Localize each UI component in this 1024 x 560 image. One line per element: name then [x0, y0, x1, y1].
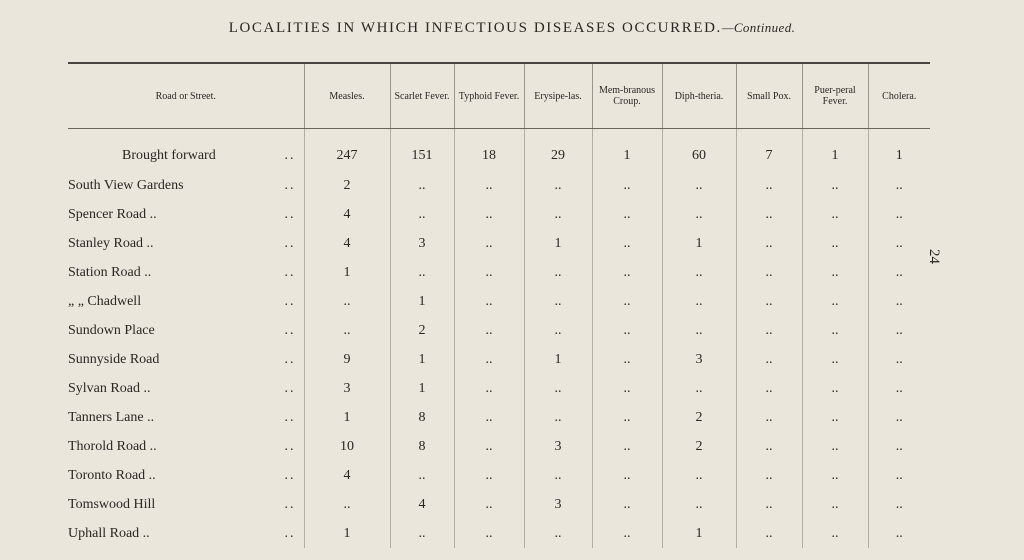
cell-puerperal-fever: .. [802, 258, 868, 287]
street-cell [68, 229, 304, 258]
cell-diphtheria: .. [662, 490, 736, 519]
cell-diphtheria: 1 [662, 229, 736, 258]
cell-typhoid-fever: .. [454, 316, 524, 345]
cell-small-pox: .. [736, 200, 802, 229]
cell-scarlet-fever: .. [390, 200, 454, 229]
cell-measles: 4 [304, 200, 390, 229]
cell-scarlet-fever: 1 [390, 287, 454, 316]
cell-scarlet-fever: .. [390, 171, 454, 200]
cell-measles: .. [304, 316, 390, 345]
table-row [68, 287, 930, 316]
street-cell [68, 129, 304, 172]
street-name: Sylvan Road .. [68, 380, 151, 396]
cell-typhoid-fever: .. [454, 287, 524, 316]
cell-measles: 1 [304, 403, 390, 432]
cell-membranous-croup: .. [592, 287, 662, 316]
cell-small-pox: .. [736, 287, 802, 316]
leader-dots: .. [284, 293, 296, 309]
street-name: Thorold Road .. [68, 438, 157, 454]
street-name: Uphall Road .. [68, 525, 150, 541]
table-row [68, 171, 930, 200]
leader-dots: .. [284, 206, 296, 222]
cell-small-pox: .. [736, 519, 802, 548]
leader-dots: .. [284, 351, 296, 367]
cell-small-pox: .. [736, 461, 802, 490]
cell-cholera: .. [868, 490, 930, 519]
table-row [68, 374, 930, 403]
cell-measles: .. [304, 287, 390, 316]
street-name: „ „ Chadwell [68, 293, 142, 309]
cell-erysipelas: .. [524, 287, 592, 316]
cell-diphtheria: .. [662, 461, 736, 490]
diseases-table [68, 62, 930, 548]
cell-scarlet-fever: 1 [390, 374, 454, 403]
leader-dots: .. [284, 177, 296, 193]
cell-measles: 1 [304, 258, 390, 287]
cell-small-pox: .. [736, 316, 802, 345]
street-name: Toronto Road .. [68, 467, 156, 483]
cell-puerperal-fever: .. [802, 171, 868, 200]
cell-small-pox: .. [736, 374, 802, 403]
cell-erysipelas: .. [524, 403, 592, 432]
header-cholera: Cholera. [868, 63, 930, 129]
cell-diphtheria: 2 [662, 403, 736, 432]
cell-membranous-croup: .. [592, 374, 662, 403]
header-typhoid-fever: Typhoid Fever. [454, 63, 524, 129]
cell-membranous-croup: .. [592, 345, 662, 374]
cell-small-pox: .. [736, 345, 802, 374]
cell-erysipelas: .. [524, 171, 592, 200]
cell-cholera: .. [868, 200, 930, 229]
leader-dots: .. [284, 496, 296, 512]
street-cell [68, 374, 304, 403]
table-row [68, 200, 930, 229]
cell-diphtheria: .. [662, 200, 736, 229]
street-cell [68, 461, 304, 490]
cell-cholera: .. [868, 519, 930, 548]
cell-membranous-croup: .. [592, 316, 662, 345]
cell-puerperal-fever: .. [802, 229, 868, 258]
cell-erysipelas: .. [524, 374, 592, 403]
street-name: Station Road .. [68, 264, 152, 280]
cell-puerperal-fever: .. [802, 200, 868, 229]
cell-diphtheria: .. [662, 287, 736, 316]
cell-typhoid-fever: .. [454, 432, 524, 461]
table-row [68, 490, 930, 519]
cell-measles: 3 [304, 374, 390, 403]
leader-dots: .. [284, 525, 296, 541]
cell-puerperal-fever: .. [802, 403, 868, 432]
cell-cholera: 1 [868, 129, 930, 172]
table-row [68, 519, 930, 548]
cell-membranous-croup: .. [592, 461, 662, 490]
cell-diphtheria: 2 [662, 432, 736, 461]
street-name: Tomswood Hill [68, 496, 156, 512]
page-title [0, 20, 1024, 37]
cell-scarlet-fever: 8 [390, 432, 454, 461]
cell-diphtheria: .. [662, 316, 736, 345]
cell-erysipelas: .. [524, 519, 592, 548]
cell-scarlet-fever: 1 [390, 345, 454, 374]
cell-measles: 4 [304, 461, 390, 490]
cell-small-pox: .. [736, 171, 802, 200]
cell-typhoid-fever: .. [454, 374, 524, 403]
cell-cholera: .. [868, 316, 930, 345]
cell-scarlet-fever: .. [390, 461, 454, 490]
street-cell [68, 200, 304, 229]
header-small-pox: Small Pox. [736, 63, 802, 129]
header-measles: Measles. [304, 63, 390, 129]
cell-diphtheria: .. [662, 374, 736, 403]
street-cell [68, 490, 304, 519]
street-name: Sunnyside Road [68, 351, 160, 367]
title-continued: —Continued. [721, 20, 796, 35]
leader-dots: .. [284, 467, 296, 483]
street-cell [68, 287, 304, 316]
cell-typhoid-fever: .. [454, 345, 524, 374]
cell-puerperal-fever: .. [802, 490, 868, 519]
street-cell [68, 519, 304, 548]
cell-diphtheria: 60 [662, 129, 736, 172]
leader-dots: .. [284, 438, 296, 454]
cell-typhoid-fever: .. [454, 403, 524, 432]
cell-membranous-croup: .. [592, 200, 662, 229]
cell-cholera: .. [868, 171, 930, 200]
cell-scarlet-fever: 151 [390, 129, 454, 172]
leader-dots: .. [284, 148, 296, 163]
cell-scarlet-fever: 4 [390, 490, 454, 519]
leader-dots: .. [284, 264, 296, 280]
cell-membranous-croup: .. [592, 432, 662, 461]
cell-typhoid-fever: .. [454, 171, 524, 200]
cell-small-pox: .. [736, 229, 802, 258]
cell-erysipelas: 1 [524, 345, 592, 374]
street-cell [68, 432, 304, 461]
cell-measles: 2 [304, 171, 390, 200]
cell-cholera: .. [868, 229, 930, 258]
cell-puerperal-fever: .. [802, 461, 868, 490]
cell-measles: 10 [304, 432, 390, 461]
cell-puerperal-fever: .. [802, 519, 868, 548]
cell-scarlet-fever: 2 [390, 316, 454, 345]
header-erysipelas: Erysipe-las. [524, 63, 592, 129]
cell-cholera: .. [868, 432, 930, 461]
cell-diphtheria: .. [662, 258, 736, 287]
street-name: Spencer Road .. [68, 206, 157, 222]
cell-measles: .. [304, 490, 390, 519]
table-row [68, 258, 930, 287]
table-row [68, 345, 930, 374]
cell-scarlet-fever: .. [390, 258, 454, 287]
header-road: Road or Street. [68, 63, 304, 129]
cell-erysipelas: .. [524, 461, 592, 490]
cell-cholera: .. [868, 287, 930, 316]
cell-membranous-croup: .. [592, 171, 662, 200]
cell-cholera: .. [868, 258, 930, 287]
header-membranous-croup: Mem-branous Croup. [592, 63, 662, 129]
cell-typhoid-fever: .. [454, 461, 524, 490]
street-name: South View Gardens [68, 177, 184, 193]
cell-membranous-croup: .. [592, 519, 662, 548]
cell-small-pox: .. [736, 258, 802, 287]
title-text: LOCALITIES IN WHICH INFECTIOUS DISEASES OCCURRED. [228, 20, 722, 36]
table-row [68, 432, 930, 461]
cell-puerperal-fever: .. [802, 287, 868, 316]
cell-small-pox: 7 [736, 129, 802, 172]
cell-scarlet-fever: 3 [390, 229, 454, 258]
cell-measles: 1 [304, 519, 390, 548]
header-scarlet-fever: Scarlet Fever. [390, 63, 454, 129]
table-row [68, 403, 930, 432]
page-number: 24 [926, 249, 942, 264]
cell-membranous-croup: .. [592, 490, 662, 519]
street-name: Tanners Lane .. [68, 409, 155, 425]
street-name: Stanley Road .. [68, 235, 154, 251]
cell-puerperal-fever: .. [802, 345, 868, 374]
cell-cholera: .. [868, 403, 930, 432]
cell-small-pox: .. [736, 403, 802, 432]
cell-erysipelas: .. [524, 258, 592, 287]
cell-small-pox: .. [736, 490, 802, 519]
header-diphtheria: Diph-theria. [662, 63, 736, 129]
cell-membranous-croup: .. [592, 258, 662, 287]
street-cell [68, 345, 304, 374]
cell-diphtheria: 1 [662, 519, 736, 548]
cell-typhoid-fever: .. [454, 519, 524, 548]
leader-dots: .. [284, 235, 296, 251]
table-row [68, 129, 930, 172]
street-cell [68, 171, 304, 200]
cell-erysipelas: 29 [524, 129, 592, 172]
street-name: Sundown Place [68, 322, 155, 338]
cell-diphtheria: .. [662, 171, 736, 200]
cell-erysipelas: 3 [524, 432, 592, 461]
cell-typhoid-fever: 18 [454, 129, 524, 172]
cell-cholera: .. [868, 374, 930, 403]
cell-erysipelas: 3 [524, 490, 592, 519]
street-cell [68, 316, 304, 345]
street-cell [68, 403, 304, 432]
cell-membranous-croup: 1 [592, 129, 662, 172]
cell-typhoid-fever: .. [454, 258, 524, 287]
cell-typhoid-fever: .. [454, 490, 524, 519]
table-row [68, 316, 930, 345]
cell-erysipelas: 1 [524, 229, 592, 258]
street-name: Brought forward [122, 148, 216, 163]
cell-measles: 4 [304, 229, 390, 258]
cell-scarlet-fever: 8 [390, 403, 454, 432]
table-row [68, 461, 930, 490]
cell-scarlet-fever: .. [390, 519, 454, 548]
cell-diphtheria: 3 [662, 345, 736, 374]
cell-cholera: .. [868, 345, 930, 374]
table-row [68, 229, 930, 258]
leader-dots: .. [284, 409, 296, 425]
cell-erysipelas: .. [524, 316, 592, 345]
header-puerperal-fever: Puer-peral Fever. [802, 63, 868, 129]
cell-small-pox: .. [736, 432, 802, 461]
cell-measles: 247 [304, 129, 390, 172]
cell-membranous-croup: .. [592, 229, 662, 258]
leader-dots: .. [284, 380, 296, 396]
cell-puerperal-fever: .. [802, 316, 868, 345]
leader-dots: .. [284, 322, 296, 338]
header-row [68, 63, 930, 129]
street-cell [68, 258, 304, 287]
cell-cholera: .. [868, 461, 930, 490]
cell-typhoid-fever: .. [454, 200, 524, 229]
cell-typhoid-fever: .. [454, 229, 524, 258]
cell-erysipelas: .. [524, 200, 592, 229]
cell-membranous-croup: .. [592, 403, 662, 432]
cell-puerperal-fever: .. [802, 374, 868, 403]
cell-puerperal-fever: 1 [802, 129, 868, 172]
cell-puerperal-fever: .. [802, 432, 868, 461]
cell-measles: 9 [304, 345, 390, 374]
